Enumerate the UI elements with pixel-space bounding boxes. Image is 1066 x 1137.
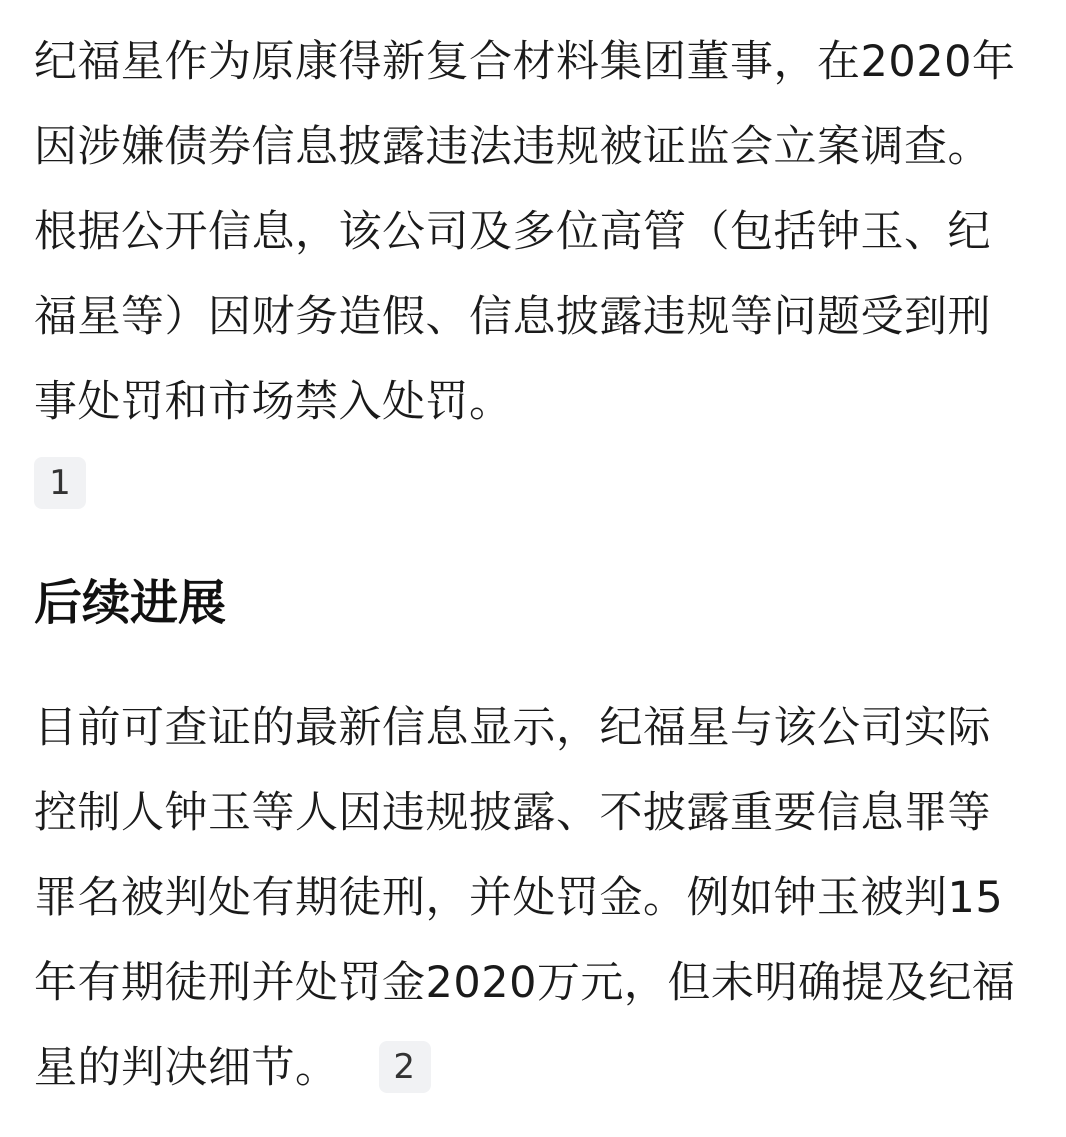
paragraph-progress — [34, 686, 1024, 1111]
section-heading: 后续进展 — [34, 575, 227, 631]
paragraph-text: 目前可查证的最新信息显示，纪福星与该公司实际控制人钟玉等人因违规披露、不披露重要信息罪等罪名被判处有期徒刑，并处罚金。例如钟玉被判15年有期徒刑并处罚金2020万元，但未明确提及纪福星的判决细节。 — [34, 703, 1016, 1093]
paragraph-text: 纪福星作为原康得新复合材料集团董事，在2020年因涉嫌债券信息披露违法违规被证监会立案调查。根据公开信息，该公司及多位高管（包括钟玉、纪福星等）因财务造假、信息披露违规等问题受到刑事处罚和市场禁入处罚。 — [34, 37, 1016, 427]
paragraph-background — [34, 20, 1024, 445]
citation-badge-1[interactable]: 1 — [34, 457, 86, 509]
citation-badge-2[interactable]: 2 — [379, 1041, 431, 1093]
